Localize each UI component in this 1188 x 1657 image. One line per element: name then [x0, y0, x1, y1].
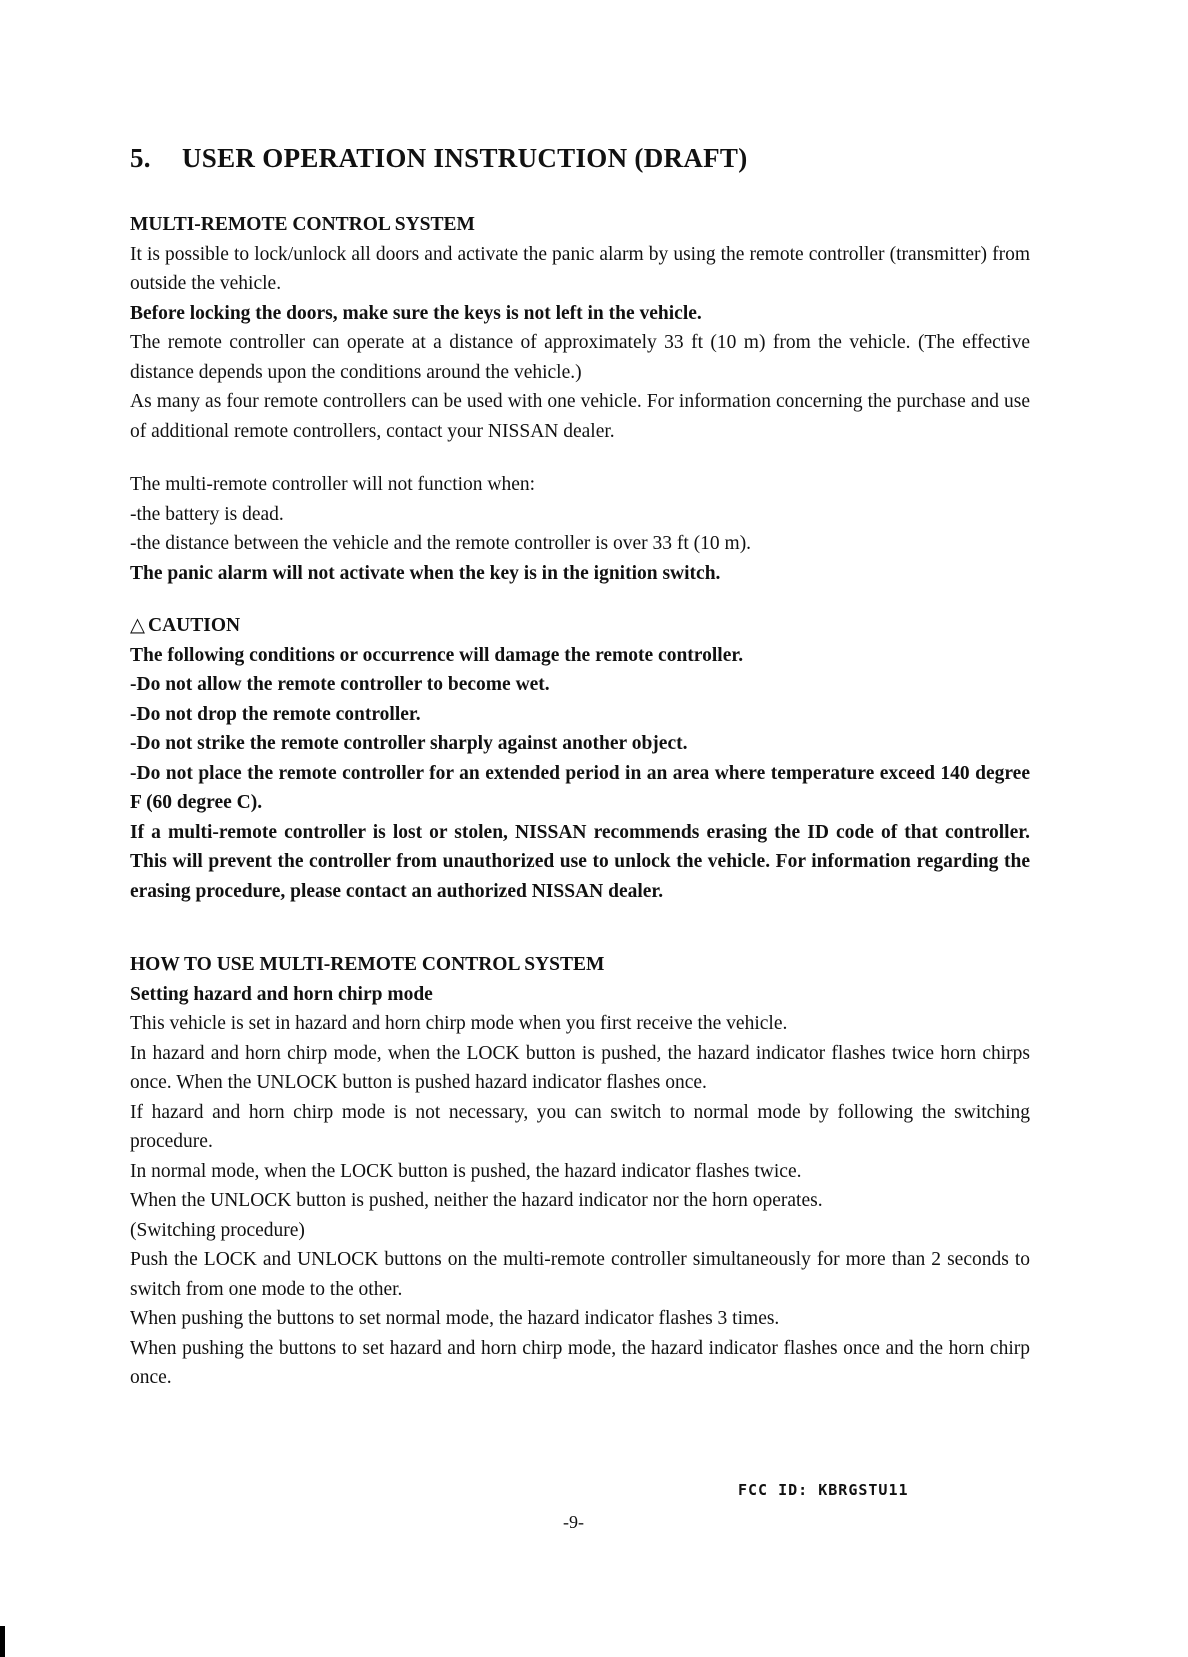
paragraph: When the UNLOCK button is pushed, neither the hazard indicator nor the horn operates.: [130, 1190, 823, 1211]
paragraph: As many as four remote controllers can be used with one vehicle. For information concerning the purchase and use of additional remote controllers, contact your NISSAN dealer.: [130, 391, 1030, 442]
caution-line: -Do not place the remote controller for an extended period in an area where temperature exceed 140 degree F (60 degree C).: [130, 762, 1030, 813]
paragraph: (Switching procedure): [130, 1219, 305, 1241]
paragraph: Push the LOCK and UNLOCK buttons on the multi-remote controller simultaneously for more than 2 seconds to switch from one mode to the other.: [130, 1249, 1030, 1300]
caution-line: -Do not strike the remote controller sharply against another object.: [130, 733, 688, 754]
paragraph: In normal mode, when the LOCK button is pushed, the hazard indicator flashes twice.: [130, 1160, 802, 1182]
caution-line: If a multi-remote controller is lost or stolen, NISSAN recommends erasing the ID code of that controller. This will prevent the controller from unauthorized use to unlock the vehicle. For information regarding the erasing procedure, please contact an authorized NISSAN dealer.: [130, 821, 1030, 902]
list-item: -the distance between the vehicle and the remote controller is over 33 ft (10 m).: [130, 533, 752, 554]
section-heading: MULTI-REMOTE CONTROL SYSTEM: [130, 214, 475, 235]
how-to-section: [130, 950, 1030, 1393]
caution-line: -Do not drop the remote controller.: [130, 703, 421, 725]
paragraph: When pushing the buttons to set normal mode, the hazard indicator flashes 3 times.: [130, 1308, 780, 1329]
paragraph: When pushing the buttons to set hazard and horn chirp mode, the hazard indicator flashes once and the horn chirp once.: [130, 1337, 1030, 1388]
caution-line: -Do not allow the remote controller to become wet.: [130, 674, 550, 695]
paragraph: The multi-remote controller will not function when:: [130, 474, 536, 495]
bold-warning: Before locking the doors, make sure the keys is not left in the vehicle.: [130, 302, 702, 324]
bold-note: The panic alarm will not activate when the key is in the ignition switch.: [130, 562, 721, 584]
section-title: USER OPERATION INSTRUCTION (DRAFT): [182, 143, 748, 173]
page-title: [130, 143, 748, 174]
caution-line: The following conditions or occurrence will damage the remote controller.: [130, 644, 744, 666]
scan-edge-mark: [0, 1626, 5, 1657]
section-number: 5.: [130, 143, 151, 173]
multi-remote-section: [130, 210, 1030, 446]
caution-section: [130, 611, 1030, 906]
page-number: -9-: [563, 1512, 584, 1532]
paragraph: In hazard and horn chirp mode, when the LOCK button is pushed, the hazard indicator flashes twice horn chirps once. When the UNLOCK button is pushed hazard indicator flashes once.: [130, 1042, 1030, 1093]
caution-heading: [130, 611, 1030, 641]
section-heading: HOW TO USE MULTI-REMOTE CONTROL SYSTEM: [130, 954, 605, 975]
list-item: -the battery is dead.: [130, 503, 284, 525]
not-function-section: [130, 470, 1030, 588]
paragraph: If hazard and horn chirp mode is not necessary, you can switch to normal mode by following the switching procedure.: [130, 1101, 1030, 1152]
paragraph: This vehicle is set in hazard and horn chirp mode when you first receive the vehicle.: [130, 1013, 788, 1034]
paragraph: The remote controller can operate at a distance of approximately 33 ft (10 m) from the vehicle. (The effective distance depends upon the conditions around the vehicle.): [130, 332, 1030, 383]
warning-triangle-icon: △: [130, 615, 145, 636]
paragraph: It is possible to lock/unlock all doors and activate the panic alarm by using the remote controller (transmitter) from outside the vehicle.: [130, 243, 1030, 294]
caution-label: CAUTION: [148, 615, 241, 636]
subheading: Setting hazard and horn chirp mode: [130, 983, 433, 1005]
fcc-id: FCC ID: KBRGSTU11: [738, 1481, 909, 1499]
